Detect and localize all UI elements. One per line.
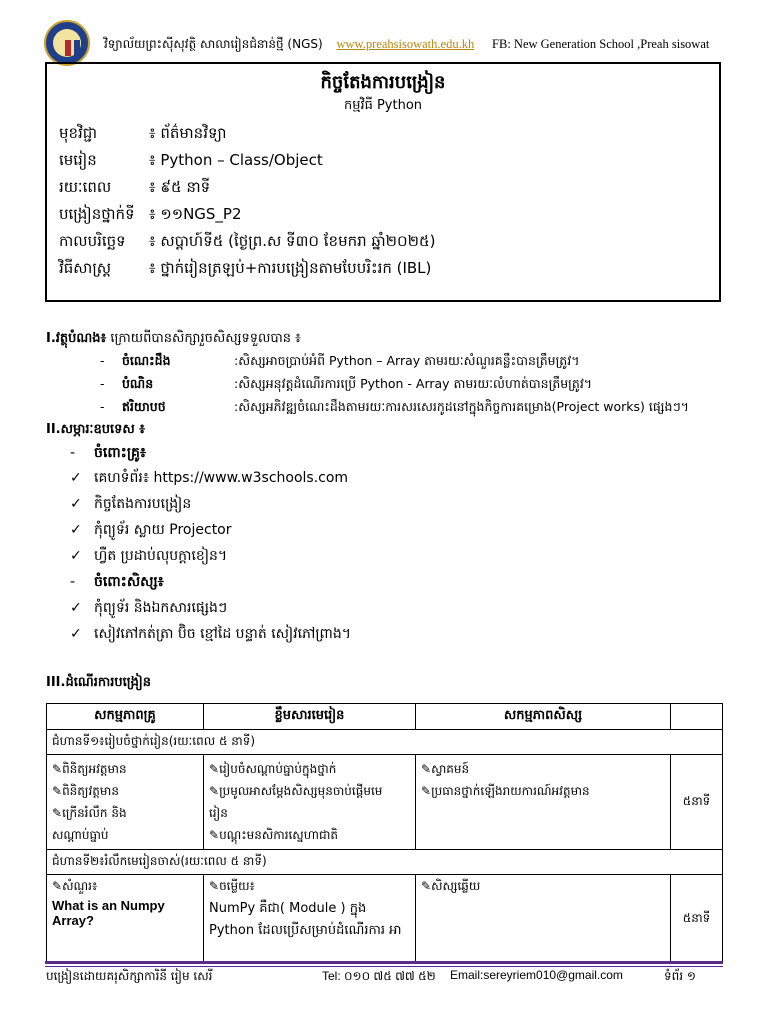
info-label: វិធីសាស្ត្រ bbox=[59, 259, 112, 277]
step-title: ជំហានទី១៖រៀបចំថ្នាក់រៀន(រយៈពេល ៥ នាទី) bbox=[47, 730, 723, 755]
info-value: ៖ ៩៥ នាទី bbox=[149, 178, 211, 196]
column-header: សកម្មភាពគ្រូ bbox=[47, 704, 204, 730]
material-item: ✓ កុំព្យូទ័រ ស្លាយ Projector bbox=[70, 522, 232, 538]
check-icon: ✓ bbox=[70, 600, 82, 616]
website-link[interactable]: www.preahsisowath.edu.kh bbox=[336, 37, 475, 51]
time-cell: ៥នាទី bbox=[671, 875, 723, 964]
info-row-class bbox=[59, 205, 242, 227]
objective-skill: - បំណិន :សិស្សអនុវត្តដំណើរការប្រើ Python - Array តាមរយៈលំហាត់បានត្រឹមត្រូវ។ bbox=[100, 376, 593, 391]
column-header bbox=[671, 704, 723, 730]
school-logo bbox=[44, 20, 90, 66]
lesson-subtitle: កម្មវិធី Python bbox=[343, 98, 423, 113]
footer-email: Email:sereyriem010@gmail.com bbox=[450, 968, 623, 982]
step1-title-row bbox=[47, 730, 723, 755]
objective-knowledge: - ចំណេះដឹង :សិស្សអាចប្រាប់អំពី Python – Array តាមរយៈសំណួរគន្លឹះបានត្រឹមត្រូវ។ bbox=[100, 353, 580, 368]
list-item: ✎ពិនិត្យអវត្តមាន bbox=[52, 762, 127, 776]
list-item: ✎ពិនិត្យវត្តមាន bbox=[52, 784, 119, 798]
material-item: ✓ កិច្ចតែងការបង្រៀន bbox=[70, 496, 192, 512]
footer-divider bbox=[45, 966, 723, 967]
material-item: ✓ កុំព្យូទ័រ និងឯកសារផ្សេងៗ bbox=[70, 600, 228, 616]
info-row-subject bbox=[59, 124, 227, 146]
material-item: ✓ គេហទំព័រ៖ https://www.w3schools.com bbox=[70, 470, 349, 486]
info-value: ៖ ១១NGS_P2 bbox=[149, 205, 242, 223]
list-item: ✎បណ្តុះមនសិការស្នេហាជាតិ bbox=[209, 828, 339, 842]
check-icon: ✓ bbox=[70, 496, 82, 512]
info-label: បង្រៀនថ្នាក់ទី bbox=[59, 205, 135, 223]
page-number: ទំព័រ ១ bbox=[664, 969, 696, 983]
column-header: ខ្លឹមសារមេរៀន bbox=[204, 704, 416, 730]
review-question: What is an Numpy Array? bbox=[52, 898, 165, 928]
table-header-row bbox=[47, 704, 723, 730]
answer-label: ✎ចម្លើយ៖ bbox=[209, 879, 255, 893]
page-header bbox=[104, 36, 709, 54]
table-row bbox=[47, 875, 723, 964]
info-row-method bbox=[59, 259, 431, 281]
process-heading: III.ដំណើរការបង្រៀន bbox=[46, 675, 151, 690]
facebook-text: FB: New Generation School ,Preah sisowat bbox=[492, 37, 710, 51]
info-value: ៖ Python – Class/Object bbox=[149, 151, 323, 169]
dash-icon: - bbox=[70, 574, 76, 590]
material-item: ✓ ហ្វឺត ប្រដាប់លុបក្ដាខៀន។ bbox=[70, 548, 228, 564]
teacher-activity-cell bbox=[47, 755, 204, 850]
list-item: ✎សិស្សឆ្លើយ bbox=[421, 879, 481, 893]
list-item: ✎ប្រធានថ្នាក់ឡើងរាយការណ៍អវត្តមាន bbox=[421, 784, 590, 798]
lesson-info-box bbox=[45, 62, 721, 302]
student-activity-cell bbox=[416, 755, 671, 850]
info-value: ៖ សប្តាហ៍ទី៥ (ថ្ងៃព្រ.ស ទី៣០ ខែមករា ឆ្នាំ២០២៥) bbox=[149, 232, 436, 250]
footer-tel: Tel: ០១០ ៧៥ ៧៧ ៥២ bbox=[322, 969, 436, 983]
materials-teacher-label: - ចំពោះគ្រូ៖ bbox=[70, 445, 147, 461]
lesson-content-cell bbox=[204, 875, 416, 964]
time-cell: ៥នាទី bbox=[671, 755, 723, 850]
list-item: ✎ប្រមូលអាសម្តែងសិស្សមុនចាប់ផ្តើមមេ bbox=[209, 784, 383, 798]
lesson-content-cell bbox=[204, 755, 416, 850]
question-label: ✎សំណួរ៖ bbox=[52, 879, 98, 893]
info-label: មេរៀន bbox=[59, 151, 97, 169]
column-header: សកម្មភាពសិស្ស bbox=[416, 704, 671, 730]
teacher-activity-cell bbox=[47, 875, 204, 964]
objectives-heading: I.វត្ថុបំណង៖ bbox=[46, 331, 107, 346]
info-value: ៖ ថ្នាក់រៀនត្រឡប់+ការបង្រៀនតាមបែបរិះរក (IBL) bbox=[149, 259, 432, 277]
step2-title-row bbox=[47, 850, 723, 875]
list-item: ✎ក្រើនរំលឹក និង bbox=[52, 806, 127, 820]
student-activity-cell bbox=[416, 875, 671, 964]
lesson-process-table bbox=[46, 703, 723, 964]
dash-icon: - bbox=[70, 445, 76, 461]
materials-student-label: - ចំពោះសិស្ស៖ bbox=[70, 574, 164, 590]
materials-heading: II.សម្ភារៈឧបទេស ៖ bbox=[46, 422, 145, 437]
info-label: កាលបរិច្ឆេទ bbox=[59, 232, 126, 250]
list-item: ✎រៀបចំសណ្តាប់ធ្នាប់ក្នុងថ្នាក់ bbox=[209, 762, 337, 776]
step-title: ជំហានទី២៖រំលឹកមេរៀនចាស់(រយៈពេល ៥ នាទី) bbox=[47, 850, 723, 875]
info-label: មុខវិជ្ជា bbox=[59, 124, 98, 142]
list-item: សណ្តាប់ធ្នាប់ bbox=[52, 828, 109, 842]
objectives-heading-line bbox=[46, 330, 301, 349]
review-answer: NumPy គឺជា( Module ) ក្នុង Python ដែលប្រើសម្រាប់ដំណើរការ អា bbox=[209, 901, 402, 938]
objective-attitude: - ឥរិយាបថ :សិស្សអភិវឌ្ឍចំណេះដឹងតាមរយៈការសរសេរកូដនៅក្នុងកិច្ចការគម្រោង(Project works) ផ្សេងៗ។ bbox=[100, 399, 689, 414]
footer-divider bbox=[45, 961, 723, 964]
lesson-title: កិច្ចតែងការបង្រៀន bbox=[320, 72, 446, 93]
check-icon: ✓ bbox=[70, 470, 82, 486]
school-name: វិទ្យាល័យព្រះស៊ីសុវត្ថិ សាលារៀនជំនាន់ថ្មី (NGS) bbox=[104, 37, 323, 51]
info-row-lesson bbox=[59, 151, 323, 173]
objectives-intro: ក្រោយពីបានសិក្សារួចសិស្សទទួលបាន ៖ bbox=[110, 331, 301, 346]
material-item: ✓ សៀវភៅកត់ត្រា ប៊ិច ខ្មៅដៃ បន្ទាត់ សៀវភៅព្រាង។ bbox=[70, 626, 351, 642]
table-row bbox=[47, 755, 723, 850]
info-row-duration bbox=[59, 178, 210, 200]
info-value: ៖ ព័ត៌មានវិទ្យា bbox=[149, 124, 227, 142]
list-item: រៀន bbox=[209, 806, 228, 820]
info-label: រយៈពេល bbox=[59, 178, 112, 196]
check-icon: ✓ bbox=[70, 548, 82, 564]
list-item: ✎ស្វាគមន៍ bbox=[421, 762, 470, 776]
footer-author: បង្រៀនដោយគរុសិក្សាការិនី រៀម សេរី bbox=[46, 969, 213, 983]
check-icon: ✓ bbox=[70, 626, 82, 642]
check-icon: ✓ bbox=[70, 522, 82, 538]
info-row-date bbox=[59, 232, 435, 254]
